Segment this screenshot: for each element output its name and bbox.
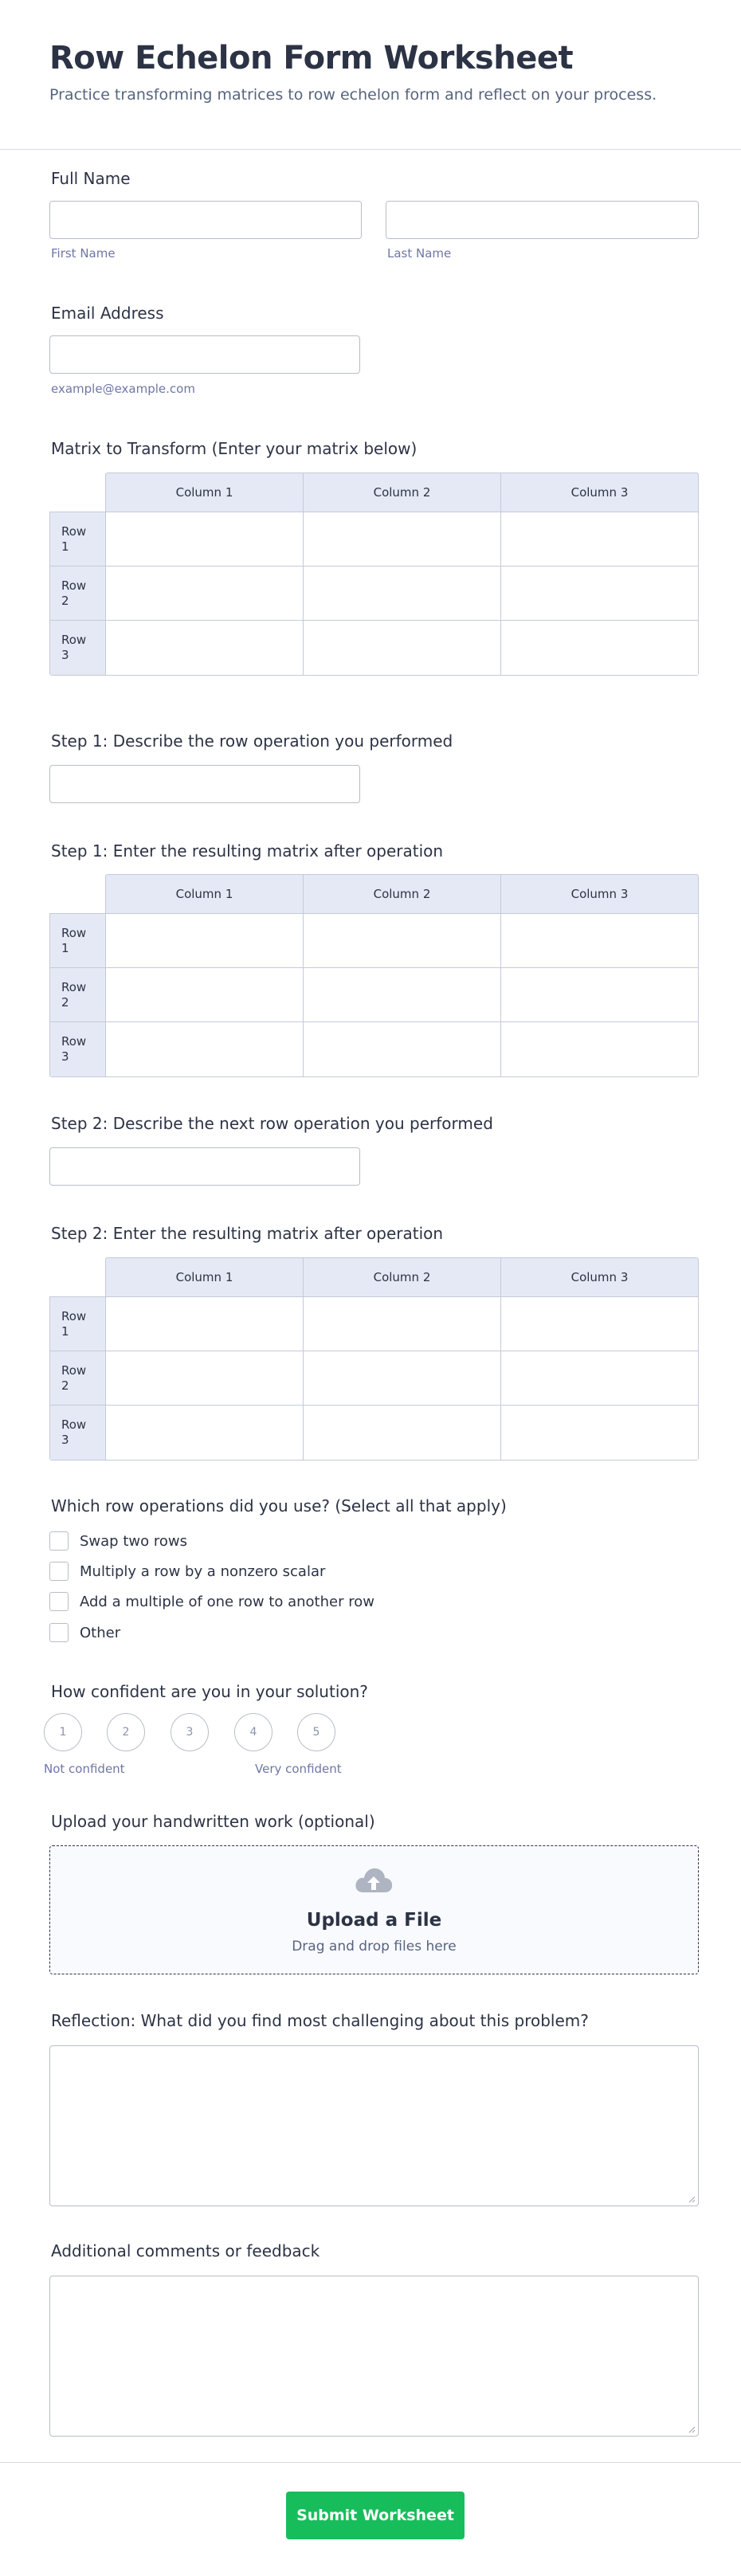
upload-title: Upload a File [306, 1910, 442, 1931]
checkbox-label: Swap two rows [80, 1532, 187, 1550]
matrix-cell[interactable] [304, 1406, 501, 1460]
rating-option[interactable]: 1 [44, 1713, 82, 1751]
step1-desc-input[interactable] [49, 765, 360, 803]
matrix-cell[interactable] [106, 914, 304, 967]
matrix-cell[interactable] [304, 1022, 501, 1076]
matrix-cell[interactable] [501, 1297, 698, 1351]
step2-matrix-label: Step 2: Enter the resulting matrix after operation [51, 1224, 444, 1243]
page-title: Row Echelon Form Worksheet [49, 40, 574, 76]
step1-matrix-label: Step 1: Enter the resulting matrix after operation [51, 841, 444, 861]
checkbox-option[interactable] [49, 1531, 187, 1551]
matrix-row [50, 1406, 698, 1460]
rating-option[interactable]: 5 [297, 1713, 335, 1751]
matrix-step1-header [105, 874, 699, 914]
rating-high-label: Very confident [255, 1762, 342, 1776]
matrix-step2-header [105, 1257, 699, 1297]
matrix-cell[interactable] [501, 914, 698, 967]
matrix-cell[interactable] [304, 567, 501, 620]
matrix-cell[interactable] [501, 968, 698, 1021]
column-header: Column 3 [570, 887, 629, 901]
matrix-cell[interactable] [501, 621, 698, 675]
comments-label: Additional comments or feedback [51, 2241, 320, 2260]
checkbox[interactable] [49, 1592, 69, 1611]
checkbox-label: Multiply a row by a nonzero scalar [80, 1562, 326, 1580]
matrix-initial-body [49, 512, 699, 676]
step1-desc-label: Step 1: Describe the row operation you performed [51, 731, 453, 751]
email-label: Email Address [51, 304, 164, 323]
operations-label: Which row operations did you use? (Select all that apply) [51, 1496, 507, 1515]
matrix-cell[interactable] [501, 1022, 698, 1076]
first-name-sublabel: First Name [51, 246, 116, 261]
checkbox-label: Other [80, 1624, 121, 1641]
checkbox[interactable] [49, 1531, 69, 1551]
row-header: Row 3 [61, 633, 87, 662]
matrix-cell[interactable] [501, 567, 698, 620]
resize-handle-icon[interactable] [688, 2195, 696, 2203]
row-header: Row 1 [61, 1308, 87, 1339]
row-header: Row 3 [61, 1034, 87, 1064]
matrix-step1-body [49, 913, 699, 1077]
full-name-label: Full Name [51, 169, 131, 188]
confidence-label: How confident are you in your solution? [51, 1682, 368, 1701]
matrix-cell[interactable] [501, 1406, 698, 1460]
comments-textarea[interactable] [49, 2276, 699, 2437]
matrix-initial-header [105, 472, 699, 512]
row-header: Row 1 [61, 925, 87, 955]
column-header: Column 3 [570, 485, 629, 500]
form-header [0, 0, 741, 150]
step2-desc-label: Step 2: Describe the next row operation you performed [51, 1114, 493, 1133]
matrix-cell[interactable] [304, 512, 501, 566]
last-name-sublabel: Last Name [387, 246, 452, 261]
matrix-cell[interactable] [304, 914, 501, 967]
column-header: Column 2 [304, 875, 501, 913]
matrix-cell[interactable] [304, 1297, 501, 1351]
matrix-cell[interactable] [501, 512, 698, 566]
matrix-cell[interactable] [304, 621, 501, 675]
matrix-row [50, 968, 698, 1022]
matrix-cell[interactable] [106, 1022, 304, 1076]
cloud-upload-icon [353, 1865, 394, 1897]
step2-desc-input[interactable] [49, 1147, 360, 1186]
rating-option[interactable]: 2 [107, 1713, 145, 1751]
row-header: Row 2 [61, 578, 87, 608]
checkbox[interactable] [49, 1562, 69, 1581]
row-header: Row 3 [61, 1417, 87, 1447]
matrix-initial-label: Matrix to Transform (Enter your matrix below) [51, 439, 418, 458]
matrix-row [50, 1022, 698, 1076]
matrix-row [50, 621, 698, 675]
resize-handle-icon[interactable] [688, 2425, 696, 2433]
matrix-cell[interactable] [106, 567, 304, 620]
row-header: Row 2 [61, 979, 87, 1010]
row-header: Row 2 [61, 1362, 87, 1393]
column-header: Column 2 [304, 1258, 501, 1296]
matrix-cell[interactable] [106, 1406, 304, 1460]
column-header: Column 1 [106, 1258, 304, 1296]
rating-low-label: Not confident [44, 1762, 125, 1776]
matrix-row [50, 1351, 698, 1406]
email-sublabel: example@example.com [51, 382, 195, 396]
matrix-cell[interactable] [106, 968, 304, 1021]
checkbox-option[interactable] [49, 1592, 374, 1611]
rating-option[interactable]: 3 [171, 1713, 209, 1751]
rating-option[interactable]: 4 [234, 1713, 272, 1751]
column-header: Column 3 [570, 1270, 629, 1284]
file-upload-dropzone[interactable] [49, 1845, 699, 1974]
column-header: Column 1 [106, 473, 304, 512]
matrix-cell[interactable] [106, 621, 304, 675]
row-header: Row 1 [61, 523, 87, 554]
checkbox-option[interactable] [49, 1562, 325, 1581]
matrix-cell[interactable] [304, 968, 501, 1021]
matrix-step2-body [49, 1296, 699, 1461]
matrix-row [50, 1297, 698, 1351]
column-header: Column 1 [106, 875, 304, 913]
checkbox-label: Add a multiple of one row to another row [80, 1593, 374, 1610]
matrix-cell[interactable] [106, 512, 304, 566]
last-name-input[interactable] [386, 201, 699, 239]
submit-button[interactable]: Submit Worksheet [286, 2492, 465, 2539]
matrix-cell[interactable] [304, 1351, 501, 1405]
checkbox[interactable] [49, 1623, 69, 1642]
matrix-cell[interactable] [501, 1351, 698, 1405]
upload-label: Upload your handwritten work (optional) [51, 1812, 375, 1831]
matrix-cell[interactable] [106, 1297, 304, 1351]
matrix-cell[interactable] [106, 1351, 304, 1405]
matrix-row [50, 567, 698, 621]
reflection-label: Reflection: What did you find most challenging about this problem? [51, 2011, 589, 2030]
upload-subtitle: Drag and drop files here [292, 1939, 457, 1955]
reflection-textarea[interactable] [49, 2045, 699, 2206]
matrix-row [50, 914, 698, 968]
first-name-input[interactable] [49, 201, 362, 239]
checkbox-option[interactable] [49, 1623, 120, 1642]
matrix-row [50, 512, 698, 567]
email-field[interactable] [49, 335, 360, 374]
column-header: Column 2 [304, 473, 501, 512]
page-subtitle: Practice transforming matrices to row echelon form and reflect on your process. [49, 86, 657, 104]
